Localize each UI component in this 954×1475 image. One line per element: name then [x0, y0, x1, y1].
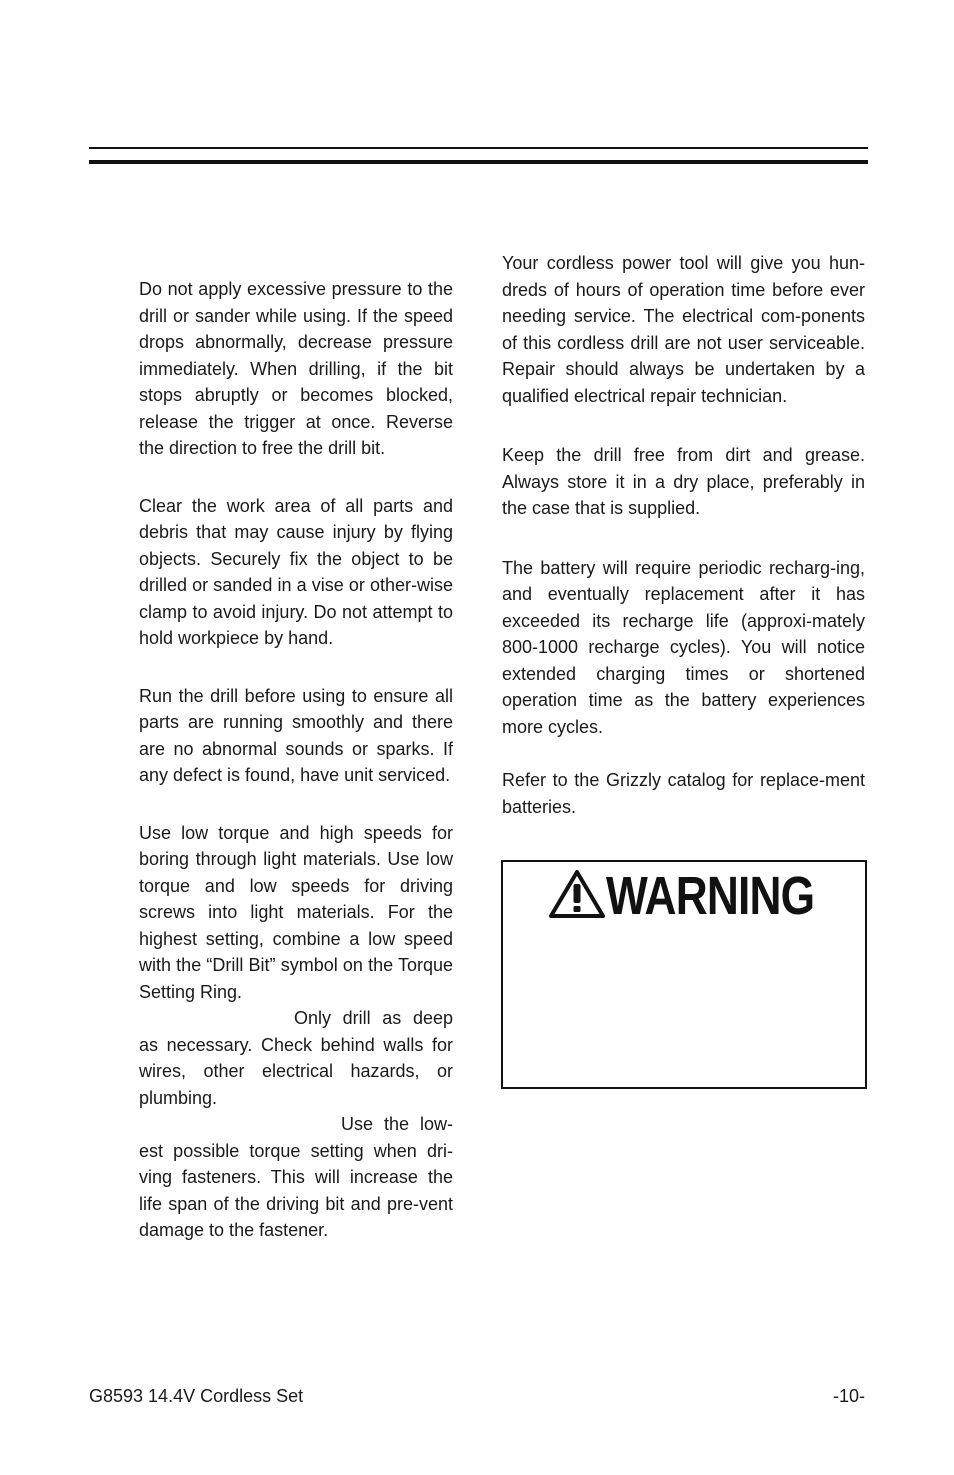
paragraph-service: Your cordless power tool will give you hun-dreds of hours of operation time before ever needing service. The electrical com-ponents of this cordless drill are not user serviceable. Repair should always be undertaken by a qualified electrical repair technician.: [502, 253, 865, 406]
paragraph-battery-recharge: The battery will require periodic recharg-ing, and eventually replacement after it has exceeded its recharge life (approxi-mately 800-1000 recharge cycles). You will notice extended charging times or shortened operation time as the battery experiences more cycles.: [502, 557, 865, 737]
warning-header: [549, 866, 860, 926]
paragraph-storage: Keep the drill free from dirt and grease. Always store it in a dry place, preferably in the case that is supplied.: [502, 445, 865, 518]
paragraph-run-drill: Run the drill before using to ensure all parts are running smoothly and there are no abnormal sounds or sparks. If any defect is found, have unit serviced.: [139, 685, 453, 785]
header-rule-thin: [89, 147, 868, 149]
paragraph-pressure: Do not apply excessive pressure to the drill or sander while using. If the speed drops abnormally, decrease pressure immediately. When drilling, if the bit stops abruptly or becomes blocked, release the trigger at once. Reverse the direction to free the drill bit.: [139, 279, 453, 458]
header-rule-thick: [89, 160, 868, 164]
footer-model: G8593 14.4V Cordless Set: [89, 1386, 304, 1406]
warning-label: WARNING: [606, 866, 815, 926]
paragraph-drill-depth: Only drill as deep as necessary. Check behind walls for wires, other electrical hazards, or plumbing.: [139, 1008, 453, 1108]
paragraph-torque-setting: Use the low-est possible torque setting when dri-ving fasteners. This will increase the life span of the driving bit and pre-vent damage to the fastener.: [139, 1114, 453, 1240]
warning-triangle-icon: [549, 870, 605, 923]
right-column: [502, 250, 865, 820]
warning-box: [501, 860, 867, 1089]
left-column: [139, 276, 453, 1244]
paragraph-replacement: Refer to the Grizzly catalog for replace-ment batteries.: [502, 770, 865, 817]
paragraph-torque-speed: Use low torque and high speeds for boring through light materials. Use low torque and low speeds for driving screws into light materials. For the highest setting, combine a low speed with the “Drill Bit” symbol on the Torque Setting Ring.: [139, 822, 453, 1002]
paragraph-work-area: Clear the work area of all parts and debris that may cause injury by flying objects. Securely fix the object to be drilled or sanded in a vise or other-wise clamp to avoid injury. Do not attempt to hold workpiece by hand.: [139, 495, 453, 648]
footer-page-number: -10-: [832, 1386, 865, 1406]
